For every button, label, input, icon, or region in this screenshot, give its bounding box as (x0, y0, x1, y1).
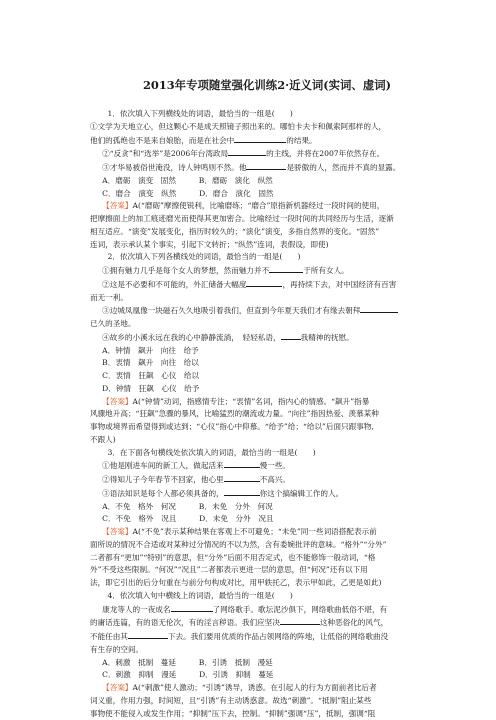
q2-sentence-2b: 而无一利。 (90, 292, 444, 305)
q2-sentence-1: ①拥有魅力几乎是每个女人的梦想，然而魅力并不 于所有女人。 (90, 264, 444, 278)
answer-blank (128, 630, 168, 639)
q2-sentence-2a: ②这是不必要和不可能的，外汇储备大幅度 ，再持续下去，对中国经济有百害 (90, 278, 444, 292)
answer-blank (224, 487, 260, 496)
answer-blank (224, 459, 260, 468)
q3-answer-line-5: 法，即它引出的后分句重在与前分句构成对比，用甲轶托乙，表示甲如此，乙更是如此) (90, 577, 444, 590)
q2-answer-line-1: 【答案】A(“钟情”动词，指感情专注；“衷情”名词，指内心的情感。“飙升”指暴 (90, 396, 444, 409)
answer-blank (281, 331, 301, 340)
page-title: 2013年专项随堂强化训练2·近义词(实词、虚词) (90, 78, 444, 92)
answer-blank (234, 134, 286, 143)
q4-options-ab: A．刺激 抵制 蔓延 B．引诱 抵制 漫延 (90, 657, 444, 670)
answer-blank (171, 603, 213, 612)
q2-option-d: D．钟情 狂飙 心仪 给予 (90, 383, 444, 396)
answer-tag: 【答案】 (102, 527, 132, 536)
q2-stem: 2．依次填入下列各横线处的词语，最恰当的一组是( ) (90, 251, 444, 264)
q2-sentence-3b: 已久的圣地。 (90, 318, 444, 331)
answer-blank (360, 304, 398, 313)
q1-sentence-3: ③才华易被俗世淹没，诗人钟鸣则不然。他 是骄傲的人，然而并不真的显露。 (90, 161, 444, 175)
q1-sentence-1b: 他们的孤绝也不是来自娘胎，而是在社会中 的结果。 (90, 134, 444, 148)
q3-sentence-2: ②得知儿子今年春节不回家，他心里 不高兴。 (90, 473, 444, 487)
q1-answer-line-1: 【答案】A(“磨砺”摩擦使锐利，比喻磨练；“磨合”原指新机器经过一段时间的使用， (90, 200, 444, 213)
q4-answer-line-1: 【答案】A(“刺激”使人激动；“引诱”诱导，诱惑。在引起人的行为方面前者比后者 (90, 682, 444, 695)
q1-options-cd: C．磨合 演变 纵然 D．磨合 演化 固然 (90, 188, 444, 201)
q3-answer-line-2: 面所说的情况不合适或对某种过分情况的不以为然，含有委婉批评的意味。“格外”“分外” (90, 539, 444, 552)
answer-tag: 【答案】 (102, 397, 132, 406)
q1-sentence-1a: ①文学为天地立心，但这颗心不是成天照镜子照出来的。哪怕卡夫卡和佩索阿那样的人， (90, 121, 444, 134)
answer-blank (246, 161, 286, 170)
q1-options-ab: A．磨砺 演变 固然 B．磨砺 演化 纵然 (90, 175, 444, 188)
q3-sentence-1: ①他是刚进车间的新工人，做起活来 慢一些。 (90, 459, 444, 473)
q4-sentence-4: 有生存的空间。 (90, 644, 444, 657)
q1-answer-line-2: 把摩擦面上的加工痕迹磨光而使得其更加密合。比喻经过一段时间的共同经历与生活，逐渐 (90, 213, 444, 226)
q2-option-a: A．钟情 飙升 向往 给予 (90, 345, 444, 358)
q4-sentence-3: 不能任由其 下去。我们要用优质的作品占领网络的阵地，让低俗的网络歌曲没 (90, 630, 444, 644)
q2-sentence-4: ④故乡的小溪永远在我的心中静静流淌， 轻轻私语， 我精神的抚慰。 (90, 331, 444, 345)
answer-blank (269, 264, 303, 273)
q3-stem: 3．在下面各句横线处依次填入的词语，最恰当的一组是( ) (90, 447, 444, 460)
answer-tag: 【答案】 (102, 683, 132, 692)
q1-stem: 1．依次填入下列横线处的词语，最恰当的一组是( ) (90, 108, 444, 121)
q2-answer-line-4: 不跟人) (90, 434, 444, 447)
document-body (90, 108, 444, 720)
q3-options-cd: C．不免 格外 况且 D．未免 分外 况且 (90, 513, 444, 526)
q1-answer-line-4: 连词，表示承认某个事实，引起下文转折；“纵然”连词，表假设，即使) (90, 239, 444, 252)
q2-option-c: C．衷情 狂飙 心仪 给以 (90, 370, 444, 383)
q4-sentence-1: 康龙等人的一夜成名 了网络歌手。歌坛泥沙俱下，网络歌曲低俗不堪，有 (90, 603, 444, 617)
answer-tag: 【答案】 (102, 201, 132, 210)
q4-options-cd: C．刺激 抑制 漫延 D．引诱 抑制 蔓延 (90, 669, 444, 682)
answer-blank (228, 147, 266, 156)
q1-sentence-2: ②“反贪”和“选举”是2006年台湾政局 的主线，并将在2007年依然存在。 (90, 147, 444, 161)
q2-option-b: B．衷情 飙升 向往 给以 (90, 357, 444, 370)
q2-answer-line-3: 事物或境界而希望得到或达到；“心仪”指心中仰慕。“给予”给；“给以”后面只跟事物, (90, 421, 444, 434)
q3-sentence-3: ③语法知识是每个人都必须具备的， 你这个搞编辑工作的人。 (90, 487, 444, 501)
q3-answer-line-1: 【答案】A(“不免”表示某种结果在客观上不可避免；“未免”同一些词语搭配表示前 (90, 526, 444, 539)
q4-sentence-2: 的庸话连篇，有的语无伦次，有的淫言秽语。我们应坚决 这种恶俗化的风气， (90, 616, 444, 630)
q1-answer-line-3: 相互适应。“演变”发展变化，指历时较久的；“演化”演变，多指自然界的变化。“固然” (90, 226, 444, 239)
q3-options-ab: A．不免 格外 何况 B．未免 分外 何况 (90, 501, 444, 514)
q2-answer-line-2: 风骤地升高；“狂飙”急骤的暴风，比喻猛烈的潮流或力量。“向往”指因热爱、羡慕某种 (90, 408, 444, 421)
q4-stem: 4．依次填入句中横线上的词语，最恰当的一组是( ) (90, 590, 444, 603)
answer-blank (280, 616, 320, 625)
q3-answer-line-4: 外”不受这些限制。“何况”“况且”二者都表示更进一层的意思，但“何况”还有以下用 (90, 564, 444, 577)
q4-answer-line-3: 事物使不能侵入或发生作用；“抑制”压下去，控制。“抑制”强调“压”，抵制，强调“阻 (90, 708, 444, 720)
answer-blank (246, 278, 282, 287)
q3-answer-line-3: 二者都有“更加”“特别”的意思，但“分外”后面不用否定式，也不能修饰一般动词，“格 (90, 552, 444, 565)
answer-blank (224, 473, 260, 482)
q2-sentence-3a: ③边城凤凰像一块磁石久久地吸引着我们，但直到今年夏天我们才有缘去朝拜 (90, 304, 444, 318)
q4-answer-line-2: 词义重，作用力强，时间短，且“引诱”有主动诱惑意。故选“刺激”。“抵制”阻止某些 (90, 695, 444, 708)
